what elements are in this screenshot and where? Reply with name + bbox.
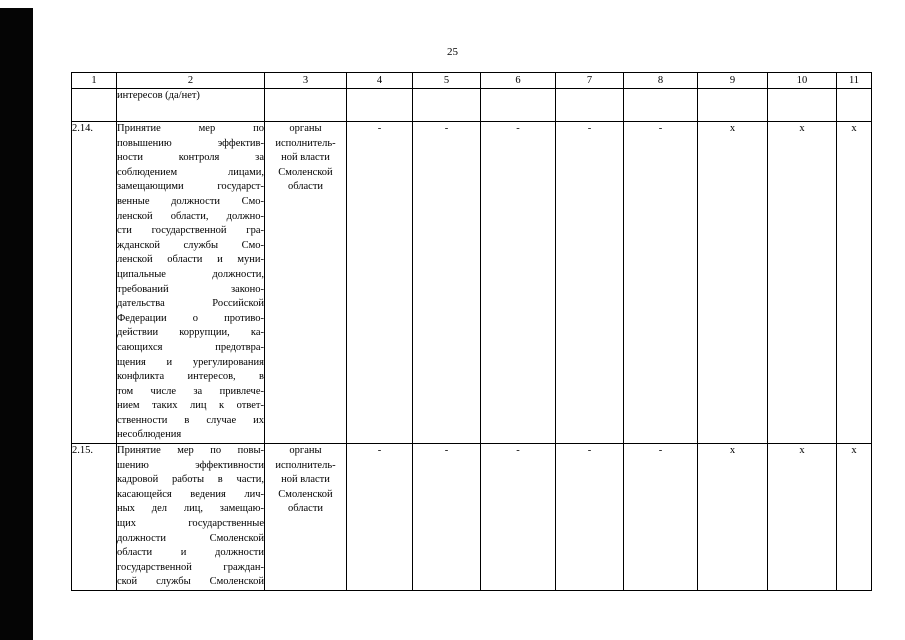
table-cell-value: x [768, 122, 837, 444]
column-number: 2 [117, 73, 265, 89]
table-cell-value: x [768, 444, 837, 591]
table-cell-value: - [624, 444, 698, 591]
table-cell-value: x [837, 122, 872, 444]
column-number-row [72, 73, 872, 89]
scan-edge-shadow [0, 8, 33, 640]
page-number: 25 [447, 46, 458, 58]
table-cell-value: x [698, 444, 768, 591]
table-row-continued [72, 89, 872, 122]
responsible-organ: органы исполнитель- ной власти Смоленской области [265, 444, 347, 591]
table-cell-value: - [556, 444, 624, 591]
column-number: 4 [347, 73, 413, 89]
table-cell-value: x [837, 444, 872, 591]
column-number: 1 [72, 73, 117, 89]
table-row [72, 122, 872, 444]
table-cell-value: - [556, 122, 624, 444]
column-number: 5 [413, 73, 481, 89]
table-row [72, 444, 872, 591]
row-description: Принятие мер по повы- шению эффективности кадровой работы в части, касающейся ведения лич- ных дел лиц, замещаю- щих государственные должности Смоленской области и должности государственной граждан- ской службы Смоленской [117, 444, 265, 591]
responsible-organ: органы исполнитель- ной власти Смоленской области [265, 122, 347, 444]
row-number: 2.15. [72, 444, 117, 591]
row-description: Принятие мер по повышению эффектив- ности контроля за соблюдением лицами, замещающими государст- венные должности Смо- ленской области, должно- сти государственной гра- жданской службы Смо- ленской области и муни- ципальные должности, требований законо- дательства Российской Федерации о противо- действии коррупции, ка- сающихся предотвра- щения и урегулирования конфликта интересов, в том числе за привлече- нием таких лиц к ответ- ственности в случае их несоблюдения [117, 122, 265, 444]
table-cell-value: x [698, 122, 768, 444]
table-cell-value: - [347, 444, 413, 591]
measures-table [71, 72, 872, 591]
table-cell-value: - [413, 122, 481, 444]
row-number: 2.14. [72, 122, 117, 444]
column-number: 8 [624, 73, 698, 89]
table-cell-value: - [624, 122, 698, 444]
table-cell-value: - [481, 122, 556, 444]
column-number: 9 [698, 73, 768, 89]
table-cell-value: - [481, 444, 556, 591]
column-number: 3 [265, 73, 347, 89]
row-description: интересов (да/нет) [117, 89, 265, 122]
column-number: 6 [481, 73, 556, 89]
table-cell-value: - [347, 122, 413, 444]
table-cell-value: - [413, 444, 481, 591]
column-number: 7 [556, 73, 624, 89]
column-number: 11 [837, 73, 872, 89]
column-number: 10 [768, 73, 837, 89]
